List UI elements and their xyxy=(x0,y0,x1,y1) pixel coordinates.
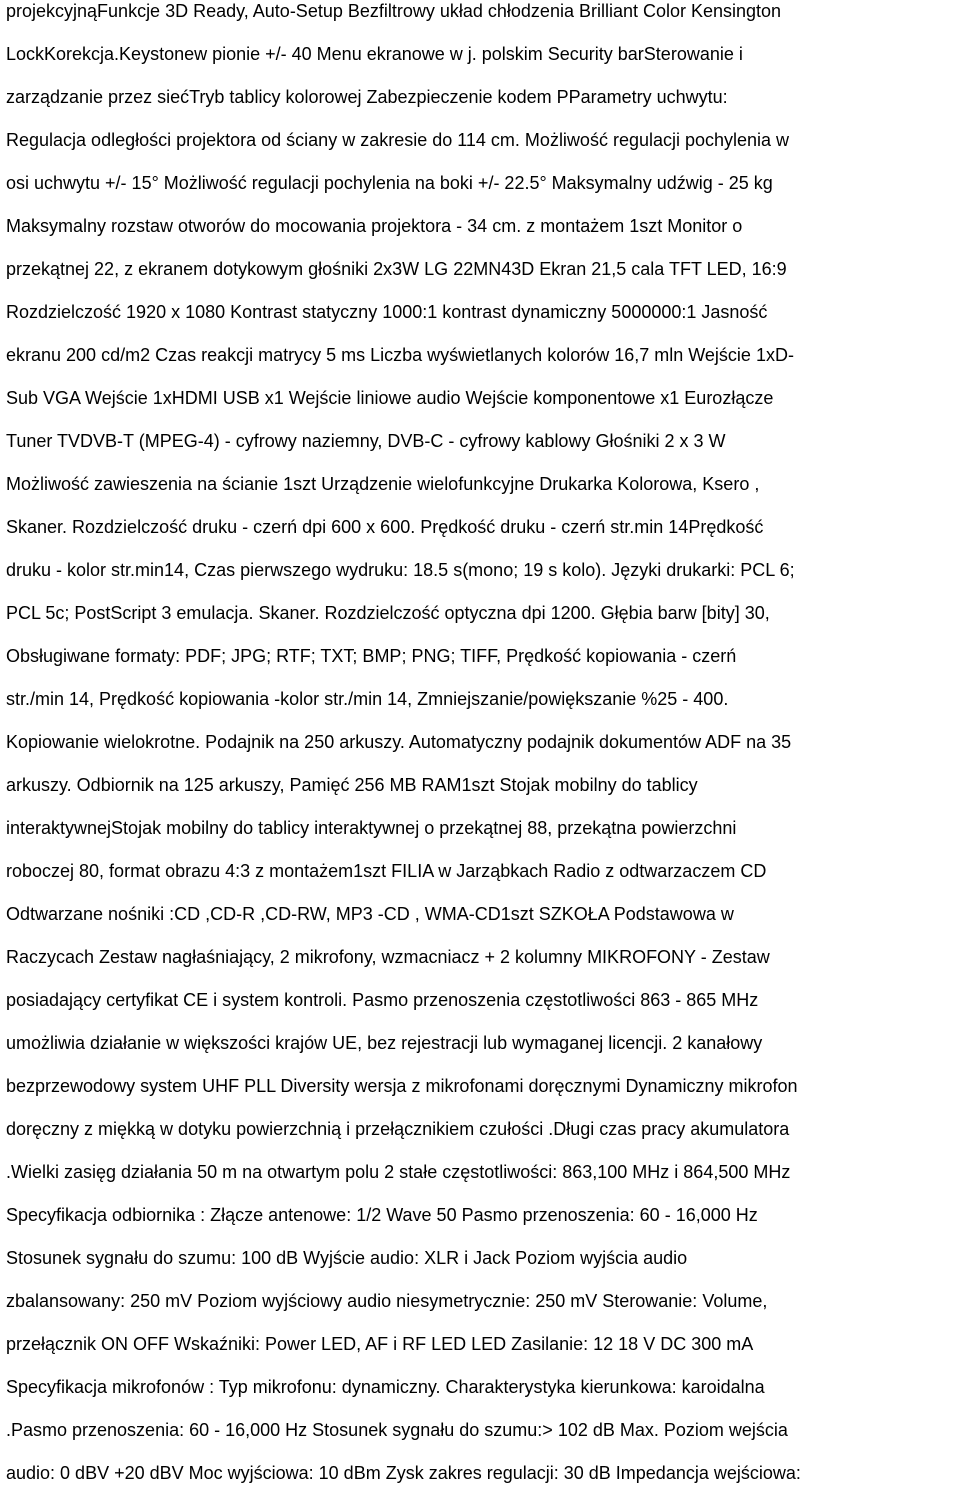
text-line: interaktywnejStojak mobilny do tablicy interaktywnej o przekątnej 88, przekątna powierzchni xyxy=(6,818,737,838)
text-line: Stosunek sygnału do szumu: 100 dB Wyjście audio: XLR i Jack Poziom wyjścia audio xyxy=(6,1248,688,1268)
text-line: zbalansowany: 250 mV Poziom wyjściowy audio niesymetrycznie: 250 mV Sterowanie: Volume, xyxy=(6,1291,768,1311)
text-line: .Pasmo przenoszenia: 60 - 16,000 Hz Stosunek sygnału do szumu:> 102 dB Max. Poziom wejścia xyxy=(6,1420,788,1440)
text-line: Specyfikacja mikrofonów : Typ mikrofonu: dynamiczny. Charakterystyka kierunkowa: karoidalna xyxy=(6,1377,765,1397)
text-line: roboczej 80, format obrazu 4:3 z montażem1szt FILIA w Jarząbkach Radio z odtwarzaczem CD xyxy=(6,861,767,881)
text-line: Kopiowanie wielokrotne. Podajnik na 250 arkuszy. Automatyczny podajnik dokumentów ADF na 35 xyxy=(6,732,792,752)
text-line: druku - kolor str.min14, Czas pierwszego wydruku: 18.5 s(mono; 19 s kolo). Języki drukarki: PCL 6; xyxy=(6,560,795,580)
text-line: bezprzewodowy system UHF PLL Diversity wersja z mikrofonami doręcznymi Dynamiczny mikrofon xyxy=(6,1076,798,1096)
text-line: arkuszy. Odbiornik na 125 arkuszy, Pamięć 256 MB RAM1szt Stojak mobilny do tablicy xyxy=(6,775,698,795)
text-line: Specyfikacja odbiornika : Złącze antenowe: 1/2 Wave 50 Pasmo przenoszenia: 60 - 16,000 Hz xyxy=(6,1205,758,1225)
text-line: Tuner TVDVB-T (MPEG-4) - cyfrowy naziemny, DVB-C - cyfrowy kablowy Głośniki 2 x 3 W xyxy=(6,431,726,451)
text-line: zarządzanie przez siećTryb tablicy kolorowej Zabezpieczenie kodem PParametry uchwytu: xyxy=(6,87,728,107)
text-line: Skaner. Rozdzielczość druku - czerń dpi 600 x 600. Prędkość druku - czerń str.min 14Prędkość xyxy=(6,517,764,537)
text-line: projekcyjnąFunkcje 3D Ready, Auto-Setup Bezfiltrowy układ chłodzenia Brilliant Color Kensington xyxy=(6,1,782,21)
text-line: audio: 0 dBV +20 dBV Moc wyjściowa: 10 dBm Zysk zakres regulacji: 30 dB Impedancja wejściowa: xyxy=(6,1463,801,1483)
text-line: Obsługiwane formaty: PDF; JPG; RTF; TXT; BMP; PNG; TIFF, Prędkość kopiowania - czerń xyxy=(6,646,737,666)
text-line: doręczny z miękką w dotyku powierzchnią i przełącznikiem czułości .Długi czas pracy akumulatora xyxy=(6,1119,790,1139)
text-line: LockKorekcja.Keystonew pionie +/- 40 Menu ekranowe w j. polskim Security barSterowanie i xyxy=(6,44,743,64)
text-line: Rozdzielczość 1920 x 1080 Kontrast statyczny 1000:1 kontrast dynamiczny 5000000:1 Jasność xyxy=(6,302,768,322)
text-line: umożliwia działanie w większości krajów UE, bez rejestracji lub wymaganej licencji. 2 kanałowy xyxy=(6,1033,763,1053)
text-line: Maksymalny rozstaw otworów do mocowania projektora - 34 cm. z montażem 1szt Monitor o xyxy=(6,216,743,236)
text-line: przełącznik ON OFF Wskaźniki: Power LED, AF i RF LED LED Zasilanie: 12 18 V DC 300 mA xyxy=(6,1334,754,1354)
text-line: Możliwość zawieszenia na ścianie 1szt Urządzenie wielofunkcyjne Drukarka Kolorowa, Ksero , xyxy=(6,474,760,494)
text-line: .Wielki zasięg działania 50 m na otwartym polu 2 stałe częstotliwości: 863,100 MHz i 864,500 MHz xyxy=(6,1162,791,1182)
text-line: str./min 14, Prędkość kopiowania -kolor str./min 14, Zmniejszanie/powiększanie %25 - 400. xyxy=(6,689,729,709)
text-line: Regulacja odległości projektora od ściany w zakresie do 114 cm. Możliwość regulacji pochylenia w xyxy=(6,130,790,150)
text-line: posiadający certyfikat CE i system kontroli. Pasmo przenoszenia częstotliwości 863 - 865 MHz xyxy=(6,990,759,1010)
text-line: ekranu 200 cd/m2 Czas reakcji matrycy 5 ms Liczba wyświetlanych kolorów 16,7 mln Wejście 1xD- xyxy=(6,345,794,365)
text-line: PCL 5c; PostScript 3 emulacja. Skaner. Rozdzielczość optyczna dpi 1200. Głębia barw [bity] 30, xyxy=(6,603,770,623)
text-line: Raczycach Zestaw nagłaśniający, 2 mikrofony, wzmacniacz + 2 kolumny MIKROFONY - Zestaw xyxy=(6,947,770,967)
text-line: przekątnej 22, z ekranem dotykowym głośniki 2x3W LG 22MN43D Ekran 21,5 cala TFT LED, 16:9 xyxy=(6,259,787,279)
text-line: Sub VGA Wejście 1xHDMI USB x1 Wejście liniowe audio Wejście komponentowe x1 Eurozłącze xyxy=(6,388,774,408)
text-line: Odtwarzane nośniki :CD ,CD-R ,CD-RW, MP3 -CD , WMA-CD1szt SZKOŁA Podstawowa w xyxy=(6,904,734,924)
text-line: osi uchwytu +/- 15° Możliwość regulacji pochylenia na boki +/- 22.5° Maksymalny udźwig - 25 kg xyxy=(6,173,773,193)
